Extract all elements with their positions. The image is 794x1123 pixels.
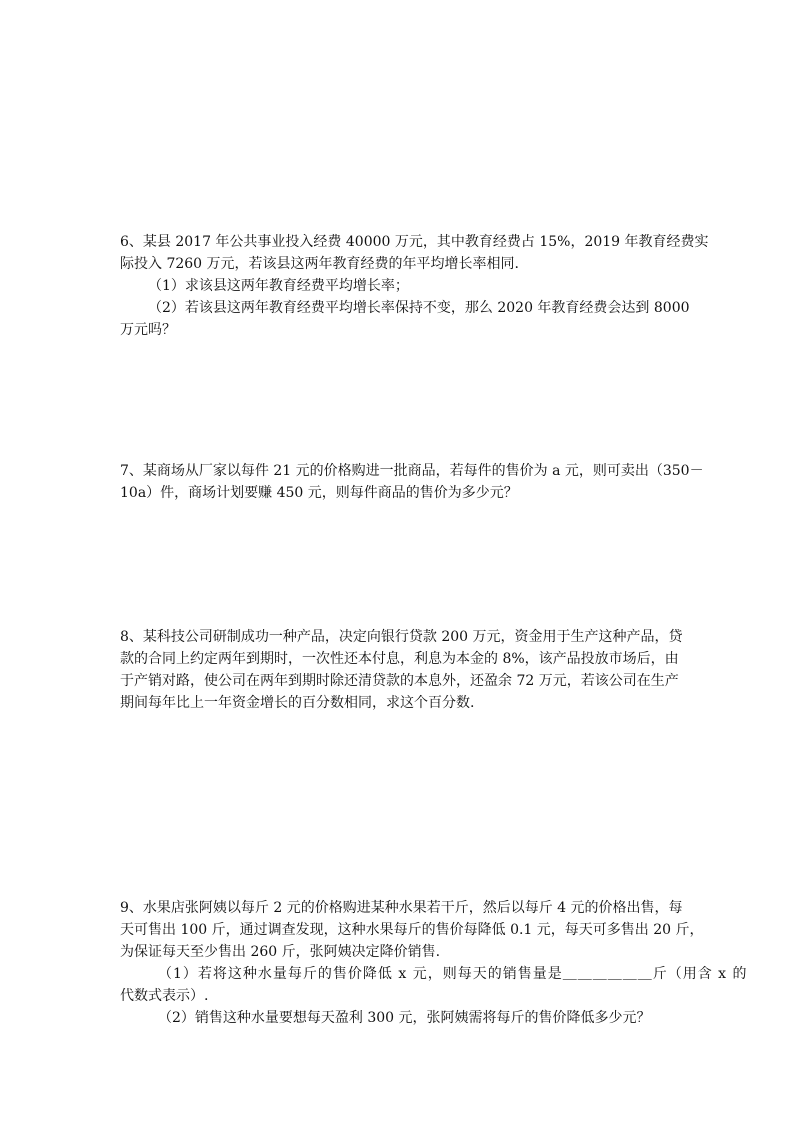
problem-9-line-3: 为保证每天至少售出 260 斤，张阿姨决定降价销售. [120,944,441,960]
problem-6-subquestion-1: （1）求该县这两年教育经费平均增长率； [148,278,409,294]
problem-9-line-2: 天可售出 100 斤，通过调查发现，这种水果每斤的售价每降低 0.1 元，每天可多售出 20 斤， [120,922,704,938]
problem-6-line-5: 万元吗？ [120,322,176,338]
problem-9-line-5: 代数式表示）. [120,988,209,1004]
problem-7 [120,460,704,504]
problem-6-line-2: 际投入 7260 万元，若该县这两年教育经费的年平均增长率相同. [120,256,519,272]
problem-6-subquestion-2: （2）若该县这两年教育经费平均增长率保持不变，那么 2020 年教育经费会达到 8000 [148,300,690,316]
problem-6 [120,231,709,341]
problem-9-subquestion-2: （2）销售这种水量要想每天盈利 300 元，张阿姨需将每斤的售价降低多少元？ [158,1010,651,1026]
problem-8-line-1: 8、某科技公司研制成功一种产品，决定向银行贷款 200 万元，资金用于生产这种产品，贷 [120,629,683,645]
problem-8-line-3: 于产销对路，使公司在两年到期时除还清贷款的本息外，还盈余 72 万元，若该公司在生产 [120,673,679,689]
problem-9-subquestion-1: （1）若将这种水量每斤的售价降低 x 元，则每天的销售量是＿＿＿＿＿＿斤（用含 x 的 [158,966,748,982]
problem-8 [120,626,683,714]
problem-9 [120,897,748,1029]
problem-8-line-2: 款的合同上约定两年到期时，一次性还本付息，利息为本金的 8%，该产品投放市场后，由 [120,651,679,667]
problem-8-line-4: 期间每年比上一年资金增长的百分数相同，求这个百分数. [120,695,475,711]
problem-9-line-1: 9、水果店张阿姨以每斤 2 元的价格购进某种水果若干斤，然后以每斤 4 元的价格出售，每 [120,900,683,916]
problem-7-line-1: 7、某商场从厂家以每件 21 元的价格购进一批商品，若每件的售价为 a 元，则可卖出（350－ [120,463,704,479]
problem-7-line-2: 10a）件，商场计划要赚 450 元，则每件商品的售价为多少元？ [120,485,518,501]
problem-6-line-1: 6、某县 2017 年公共事业投入经费 40000 万元，其中教育经费占 15%，2019 年教育经费实 [120,234,709,250]
